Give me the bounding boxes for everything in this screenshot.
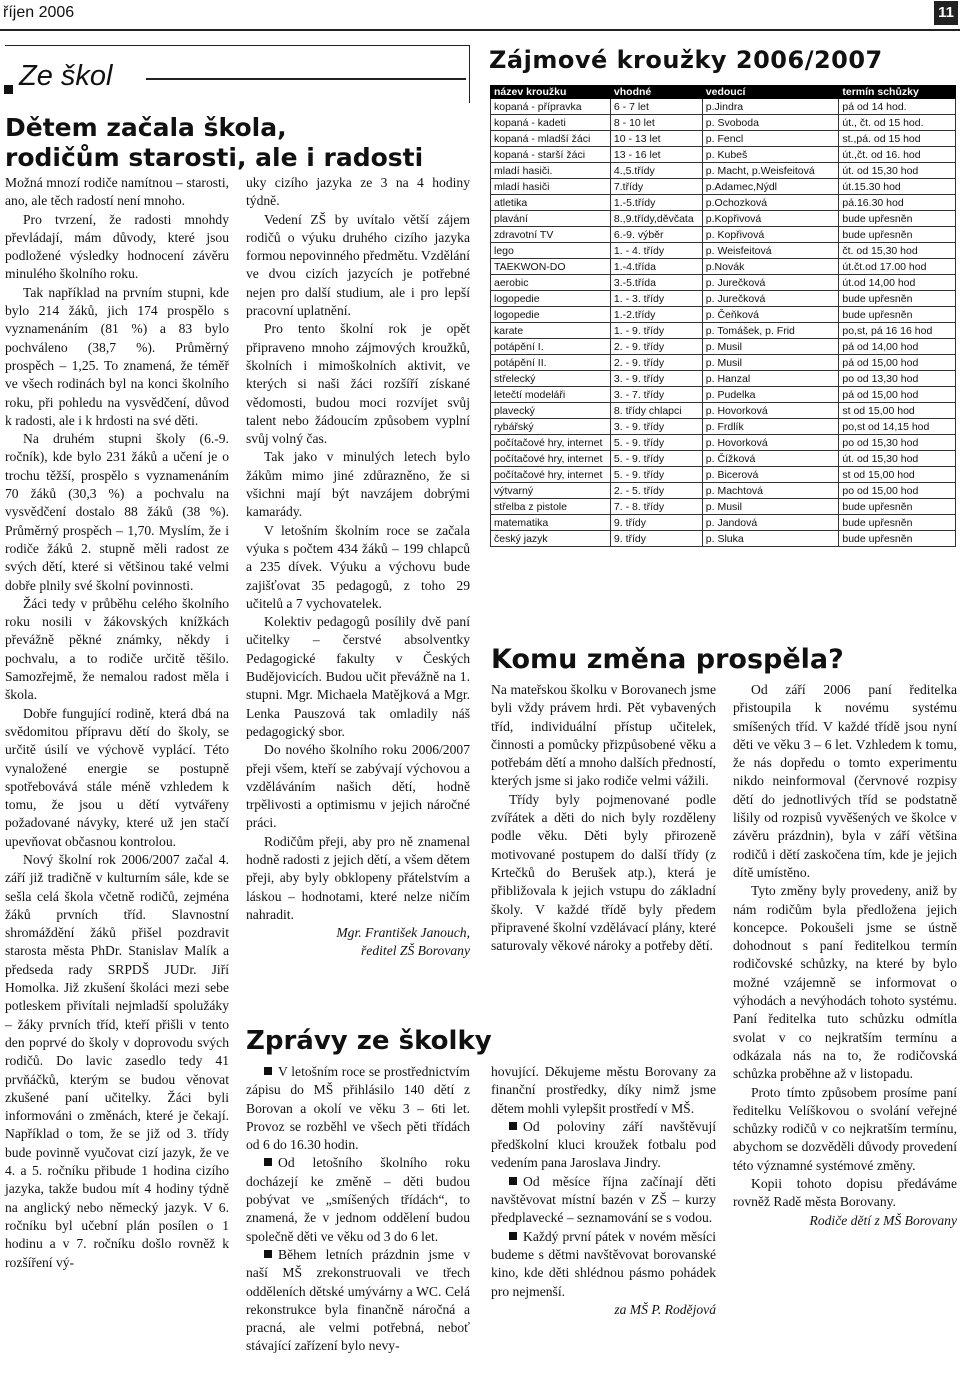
table-cell: p. Sluka bbox=[702, 531, 839, 547]
table-row bbox=[491, 531, 956, 547]
table-cell: 7.třídy bbox=[610, 179, 702, 195]
column-header: název kroužku bbox=[491, 86, 611, 99]
table-cell: p. Frdlík bbox=[702, 419, 839, 435]
paragraph: Žáci tedy v průběhu celého školního roku nosili v žákovských knížkách převážně pěkné známky, někdy i pochvalu, a to rodiče určitě těšilo. Samozřejmě, že nemalou radost měla i škola. bbox=[5, 595, 229, 703]
table-cell: p. Pudelka bbox=[702, 387, 839, 403]
table-cell: rybářský bbox=[491, 419, 611, 435]
paragraph: Proto tímto způsobem prosíme paní ředitelku Velíškovou o svolání veřejné schůzky rodičů v co nejkratším termínu, abychom se dozvěděli důvody provedení této významné systémové změny. bbox=[733, 1084, 957, 1173]
paragraph: Na mateřskou školku v Borovanech jsme byli vždy právem hrdi. Pět vybavených tříd, individuální přístup učitelek, činnosti a pomůcky přizpůsobené věku a potřebám dětí a mnoho dalších předností, kterých jsme si jako rodiče velmi vážili. bbox=[491, 682, 717, 789]
table-cell: potápění I. bbox=[491, 339, 611, 355]
article2-headline: Komu změna prospěla? bbox=[491, 644, 844, 675]
table-cell: 3.-5.třída bbox=[610, 275, 702, 291]
table-cell: út. od 15,30 hod bbox=[839, 451, 956, 467]
issue-date: říjen 2006 bbox=[3, 4, 75, 21]
bullet-text: Během letních prázdnin jsme v naší MŠ zrekonstruovali ve třech odděleních dětské umývárny a WC. Celá rekonstrukce byla finančně náročná a pracná, ale velmi potřebná, neboť stávající zařízení bylo nevy- bbox=[246, 1246, 470, 1354]
paragraph: Pro tento školní rok je opět připraveno mnoho zájmových kroužků, školních i mimoškolních aktivit, ve kterých si naši žáci rozšíří získané vědomosti, budou moci rozvíjet svůj talent nebo žádoucím způsobem vyplní svůj volný čas. bbox=[246, 321, 470, 447]
paragraph: Do nového školního roku 2006/2007 přeji všem, kteří se zabývají výchovou a vzděláváním našich dětí, hodně trpělivosti a optimismu v jejich náročné práci. bbox=[246, 742, 470, 831]
table-cell: bude upřesněn bbox=[839, 227, 956, 243]
table-cell: pá od 14 hod. bbox=[839, 99, 956, 115]
table-cell: p. Fencl bbox=[702, 131, 839, 147]
bullet-item bbox=[246, 1063, 470, 1154]
paragraph: hovující. Děkujeme městu Borovany za finanční prostředky, díky nimž jsme dětem mohli vylepšit prostředí v MŠ. bbox=[491, 1064, 716, 1116]
table-row bbox=[491, 163, 956, 179]
table-cell: 8.,9.třídy,děvčata bbox=[610, 211, 702, 227]
paragraph: V letošním školním roce se začala výuka s počtem 434 žáků – 199 chlapců a 235 dívek. Výuku a výchovu bude zajišťovat 35 pedagogů, z toho 29 učitelů a 7 vychovatelek. bbox=[246, 522, 470, 611]
table-row bbox=[491, 227, 956, 243]
table-row bbox=[491, 147, 956, 163]
table-row bbox=[491, 291, 956, 307]
table-cell: kopaná - kadeti bbox=[491, 115, 611, 131]
table-cell: st od 15,00 hod bbox=[839, 467, 956, 483]
article1-column-2 bbox=[246, 174, 470, 961]
table-cell: p.Kopřivová bbox=[702, 211, 839, 227]
table-cell: p. Macht, p.Weisfeitová bbox=[702, 163, 839, 179]
article1-headline-line1: Dětem začala škola, bbox=[5, 113, 287, 142]
table-cell: 9. třídy bbox=[610, 515, 702, 531]
bullet-text: Od měsíce října začínají děti navštěvovat místní bazén v ZŠ – kurzy předplavecké – seznamování se s vodou. bbox=[491, 1173, 716, 1226]
table-cell: p.Jindra bbox=[702, 99, 839, 115]
table-cell: út. od 15,30 hod bbox=[839, 163, 956, 179]
table-row bbox=[491, 307, 956, 323]
bullet-text: Každý první pátek v novém měsíci budeme s dětmi navštěvovat borovanské kino, kde děti shlédnou pásmo pohádek pro nejmenší. bbox=[491, 1228, 716, 1299]
bullet-square-icon bbox=[509, 1177, 517, 1185]
table-cell: 6 - 7 let bbox=[610, 99, 702, 115]
table-cell: 1.-5.třídy bbox=[610, 195, 702, 211]
bullet-text: Od poloviny září navštěvují předškolní kluci kroužek fotbalu pod vedením pana Jaroslava Jindry. bbox=[491, 1118, 716, 1171]
table-row bbox=[491, 371, 956, 387]
bullet-text: Od letošního školního roku docházejí ke změně – děti budou pobývat ve „smíšených třídách“, to znamená, že v jednom oddělení budou společně děti ve věku od 3 do 6 let. bbox=[246, 1155, 470, 1244]
paragraph: Tyto změny byly provedeny, aniž by nám rodičům byla předložena jejich koncepce. Pokoušeli jsme se ústně dohodnout s paní ředitelkou termín rodičovské schůzky, na které by bylo možné vzájemně se informovat o výhodách a nevýhodách tohoto systému. Paní ředitelka tuto schůzku odmítla svolat v co nejkratším termínu a odkázala nás na to, že rodičovská schůzka proběhne až v listopadu. bbox=[733, 883, 957, 1082]
article1-column-1 bbox=[5, 174, 229, 1272]
table-cell: kopaná - mladší žáci bbox=[491, 131, 611, 147]
paragraph: Třídy byly pojmenované podle zvířátek a děti do nich byly rozděleny podle věku. Děti byly přirozeně motivované postupem do další třídy (z Krtečků do Berušek atp.), která je přibližovala k jejich vstupu do základní školy. V každé třídě byly předem připravené školní vzdělávací plány, které saturovaly věkové nároky a potřeby dětí. bbox=[491, 791, 716, 954]
table-cell: mladí hasiči. bbox=[491, 163, 611, 179]
table-cell: 4.,5.třídy bbox=[610, 163, 702, 179]
table-cell: 1.-4.třída bbox=[610, 259, 702, 275]
article3-column-1 bbox=[246, 1063, 470, 1356]
table-cell: 1.-2.třídy bbox=[610, 307, 702, 323]
article2-column-2 bbox=[733, 681, 957, 1230]
table-cell: 8 - 10 let bbox=[610, 115, 702, 131]
table-cell: matematika bbox=[491, 515, 611, 531]
clubs-table-body bbox=[491, 99, 956, 547]
table-row bbox=[491, 195, 956, 211]
column-header: termín schůzky bbox=[839, 86, 956, 99]
table-cell: počítačové hry, internet bbox=[491, 435, 611, 451]
table-cell: pá od 15,00 hod bbox=[839, 355, 956, 371]
table-cell: bude upřesněn bbox=[839, 291, 956, 307]
table-cell: 2. - 5. třídy bbox=[610, 483, 702, 499]
table-cell: potápění II. bbox=[491, 355, 611, 371]
paragraph: Pro tvrzení, že radosti mnohdy převládají, mám důvody, které jsou podložené výsledky hodnocení závěru minulého školního roku. bbox=[5, 211, 229, 282]
table-cell: 7. - 8. třídy bbox=[610, 499, 702, 515]
table-cell: p. Musil bbox=[702, 339, 839, 355]
article3-signature: za MŠ P. Rodějová bbox=[614, 1301, 716, 1317]
header-rule bbox=[0, 29, 960, 31]
table-cell: bude upřesněn bbox=[839, 515, 956, 531]
table-cell: počítačové hry, internet bbox=[491, 451, 611, 467]
table-row bbox=[491, 403, 956, 419]
table-cell: plavání bbox=[491, 211, 611, 227]
table-row bbox=[491, 435, 956, 451]
table-cell: 3. - 7. třídy bbox=[610, 387, 702, 403]
table-cell: český jazyk bbox=[491, 531, 611, 547]
table-cell: st od 15,00 hod bbox=[839, 403, 956, 419]
table-cell: zdravotní TV bbox=[491, 227, 611, 243]
paragraph: Tak jako v minulých letech bylo žákům mimo jiné zdůrazněno, že si všichni mají být navzájem dobrými kamarády. bbox=[246, 449, 470, 520]
table-cell: p. Hovorková bbox=[702, 435, 839, 451]
table-row bbox=[491, 355, 956, 371]
article2-column-1 bbox=[491, 681, 716, 955]
table-row bbox=[491, 259, 956, 275]
table-cell: střelecký bbox=[491, 371, 611, 387]
table-cell: 1. - 4. třídy bbox=[610, 243, 702, 259]
article1-signature-role: ředitel ZŠ Borovany bbox=[361, 943, 470, 959]
table-row bbox=[491, 483, 956, 499]
bullet-square-icon bbox=[264, 1067, 272, 1075]
paragraph: Kopii tohoto dopisu předáváme rovněž Radě města Borovany. bbox=[733, 1176, 957, 1210]
table-cell: p. Jurečková bbox=[702, 291, 839, 307]
table-cell: p. Jurečková bbox=[702, 275, 839, 291]
table-cell: aerobic bbox=[491, 275, 611, 291]
column-header: vhodné bbox=[610, 86, 702, 99]
table-row bbox=[491, 339, 956, 355]
article1-headline-line2: rodičům starosti, ale i radosti bbox=[5, 143, 424, 172]
paragraph: Od září 2006 paní ředitelka přistoupila k novému systému smíšených tříd. V každé třídě jsou nyní děti ve věku 3 – 6 let. Vzhledem k tomu, že nás dopředu o tomto experimentu nikdo neinformoval (červnové rozpisy dětí do jednotlivých tříd se podstatně lišily od rozpisů vyvěšených ve školce v závěru prázdnin), byla v září většina rodičů i dětí zaskočena tím, kde je jejich dítě umístěno. bbox=[733, 682, 957, 880]
bullet-square-icon bbox=[509, 1232, 517, 1240]
table-cell: p. Svoboda bbox=[702, 115, 839, 131]
paragraph: Kolektiv pedagogů posílily dvě paní učitelky – čerstvé absolventky Pedagogické fakulty v Českých Budějovicích. Budou učit převážně na 1. stupni. Mgr. Michaela Matějková a Mgr. Lenka Pauszová tak omladily náš pedagogický sbor. bbox=[246, 614, 470, 739]
table-cell: 3. - 9. třídy bbox=[610, 371, 702, 387]
table-cell: čt. od 15,30 hod bbox=[839, 243, 956, 259]
table-cell: po,st od 14,15 hod bbox=[839, 419, 956, 435]
paragraph: Na druhém stupni školy (6.-9. ročník), kde bylo 231 žáků a učení je o trochu těžší, prospělo s vyznamenáním 70 žáků (30,3 %) a pochvalu na vysvědčení dostalo 88 žáků (38 %). Průměrný prospěch – 1,70. Myslím, že i rodiče žáků 2. stupně měli radost ze svých dětí, které si většinou také velmi dobře plnily své školní povinnosti. bbox=[5, 431, 229, 593]
table-cell: 13 - 16 let bbox=[610, 147, 702, 163]
table-cell: st.,pá. od 15 hod bbox=[839, 131, 956, 147]
clubs-table-header bbox=[491, 86, 956, 99]
table-cell: 1. - 9. třídy bbox=[610, 323, 702, 339]
table-cell: TAEKWON-DO bbox=[491, 259, 611, 275]
bullet-item bbox=[246, 1154, 470, 1245]
bullet-item bbox=[491, 1173, 716, 1228]
column-header: vedoucí bbox=[702, 86, 839, 99]
table-cell: p. Jandová bbox=[702, 515, 839, 531]
table-row bbox=[491, 131, 956, 147]
table-cell: p. Machtová bbox=[702, 483, 839, 499]
table-cell: 3. - 9. třídy bbox=[610, 419, 702, 435]
table-cell: plavecký bbox=[491, 403, 611, 419]
table-cell: po od 15,00 hod bbox=[839, 483, 956, 499]
table-row bbox=[491, 451, 956, 467]
table-cell: p.Novák bbox=[702, 259, 839, 275]
section-rule bbox=[146, 78, 466, 80]
table-cell: logopedie bbox=[491, 307, 611, 323]
table-cell: 5. - 9. třídy bbox=[610, 435, 702, 451]
table-row bbox=[491, 499, 956, 515]
table-row bbox=[491, 179, 956, 195]
table-row bbox=[491, 387, 956, 403]
table-cell: p. Weisfeitová bbox=[702, 243, 839, 259]
paragraph: uky cizího jazyka ze 3 na 4 hodiny týdně. bbox=[246, 175, 470, 209]
table-cell: po od 13,30 hod bbox=[839, 371, 956, 387]
bullet-item bbox=[491, 1118, 716, 1173]
table-cell: 5. - 9. třídy bbox=[610, 467, 702, 483]
table-row bbox=[491, 243, 956, 259]
bullet-item bbox=[246, 1246, 470, 1356]
table-cell: p. Hanzal bbox=[702, 371, 839, 387]
bullet-square-icon bbox=[264, 1250, 272, 1258]
table-cell: pá od 15,00 hod bbox=[839, 387, 956, 403]
table-cell: út.od 14,00 hod bbox=[839, 275, 956, 291]
table-row bbox=[491, 211, 956, 227]
table-cell: 8. třídy chlapci bbox=[610, 403, 702, 419]
page-number: 11 bbox=[934, 1, 958, 25]
table-cell: mladí hasiči bbox=[491, 179, 611, 195]
table-cell: 10 - 13 let bbox=[610, 131, 702, 147]
table-cell: kopaná - starší žáci bbox=[491, 147, 611, 163]
table-row bbox=[491, 515, 956, 531]
table-cell: bude upřesněn bbox=[839, 211, 956, 227]
table-cell: 6.-9. výběr bbox=[610, 227, 702, 243]
table-cell: bude upřesněn bbox=[839, 307, 956, 323]
table-cell: 2. - 9. třídy bbox=[610, 339, 702, 355]
table-cell: 1. - 3. třídy bbox=[610, 291, 702, 307]
article3-column-2 bbox=[491, 1063, 716, 1319]
table-cell: letečtí modeláři bbox=[491, 387, 611, 403]
section-title: Ze škol bbox=[19, 60, 113, 92]
table-cell: p. Tomášek, p. Frid bbox=[702, 323, 839, 339]
clubs-title: Zájmové kroužky 2006/2007 bbox=[489, 46, 883, 74]
table-cell: 5. - 9. třídy bbox=[610, 451, 702, 467]
table-cell: p. Bicerová bbox=[702, 467, 839, 483]
table-cell: po od 15,30 hod bbox=[839, 435, 956, 451]
table-cell: p. Čeňková bbox=[702, 307, 839, 323]
table-cell: po,st, pá 16 16 hod bbox=[839, 323, 956, 339]
table-cell: út.15.30 hod bbox=[839, 179, 956, 195]
paragraph: Vedení ZŠ by uvítalo větší zájem rodičů o výuku druhého cizího jazyka formou nepovinného předmětu. Vzdělání ve dvou cizích jazycích je potřebné nejen pro další studium, ale i pro lepší pracovní uplatnění. bbox=[246, 211, 470, 319]
clubs-table bbox=[490, 85, 956, 547]
paragraph: Možná mnozí rodiče namítnou – starosti, ano, ale těch radostí není mnoho. bbox=[5, 175, 229, 209]
table-row bbox=[491, 99, 956, 115]
article2-signature: Rodiče dětí z MŠ Borovany bbox=[809, 1212, 957, 1228]
bullet-text: V letošním roce se prostřednictvím zápisu do MŠ přihlásilo 140 dětí z Borovan a okolí ve věku 3 – 6ti let. Provoz se rozběhl ve všech pěti třídách od 6 do 16.30 hodin. bbox=[246, 1064, 470, 1153]
table-cell: kopaná - přípravka bbox=[491, 99, 611, 115]
table-cell: út.,čt. od 16. hod bbox=[839, 147, 956, 163]
bullet-item bbox=[491, 1228, 716, 1301]
table-cell: počítačové hry, internet bbox=[491, 467, 611, 483]
article1-signature-name: Mgr. František Janouch, bbox=[336, 925, 470, 941]
table-cell: út.čt.od 17.00 hod bbox=[839, 259, 956, 275]
table-row bbox=[491, 275, 956, 291]
table-cell: výtvarný bbox=[491, 483, 611, 499]
table-cell: út., čt. od 15 hod. bbox=[839, 115, 956, 131]
table-cell: lego bbox=[491, 243, 611, 259]
article1-headline bbox=[5, 113, 423, 173]
table-row bbox=[491, 115, 956, 131]
article3-headline: Zprávy ze školky bbox=[246, 1026, 492, 1056]
table-cell: p. Hovorková bbox=[702, 403, 839, 419]
table-cell: bude upřesněn bbox=[839, 531, 956, 547]
section-bullet bbox=[4, 85, 13, 94]
table-cell: 2. - 9. třídy bbox=[610, 355, 702, 371]
table-cell: p.Adamec,Nýdl bbox=[702, 179, 839, 195]
table-cell: střelba z pistole bbox=[491, 499, 611, 515]
table-cell: pá.16.30 hod bbox=[839, 195, 956, 211]
bullet-square-icon bbox=[509, 1122, 517, 1130]
paragraph: Tak například na prvním stupni, kde bylo 214 žáků, jich 174 prospělo s vyznamenáním (81 %) a 83 bylo pochváleno (38,7 %). Průměrný prospěch – 1,25. To znamená, že téměř ve všech rodinách byl na konci školního roku, při pohledu na vysvědčení, důvod k radosti, ale i k hrdosti na své děti. bbox=[5, 284, 229, 428]
bullet-square-icon bbox=[264, 1158, 272, 1166]
table-cell: p. Kopřivová bbox=[702, 227, 839, 243]
table-row bbox=[491, 323, 956, 339]
table-cell: p. Musil bbox=[702, 355, 839, 371]
table-cell: p.Ochozková bbox=[702, 195, 839, 211]
paragraph: Rodičům přeji, aby pro ně znamenal hodně radosti z jejich dětí, a všem dětem přeji, aby byly obklopeny přátelstvím a láskou – hodnotami, které nelze ničím nahradit. bbox=[246, 833, 470, 922]
table-cell: p. Musil bbox=[702, 499, 839, 515]
table-cell: p. Čížková bbox=[702, 451, 839, 467]
table-cell: 9. třídy bbox=[610, 531, 702, 547]
table-cell: karate bbox=[491, 323, 611, 339]
table-cell: bude upřesněn bbox=[839, 499, 956, 515]
table-cell: pá od 14,00 hod bbox=[839, 339, 956, 355]
table-row bbox=[491, 467, 956, 483]
table-cell: atletika bbox=[491, 195, 611, 211]
paragraph: Nový školní rok 2006/2007 začal 4. září již tradičně v kulturním sále, kde se sešla celá škola včetně rodičů, zejména žáků prvních tříd. Slavnostní shromáždění žáků přišel pozdravit starosta města PhDr. Stanislav Malík a předseda rady SRPDŠ JUDr. Jiří Homolka. Již zkušení školáci mezi sebe potleskem přivítali nejmladší spolužáky – žáky prvních tříd, kteří přišli v tento den poprvé do školy v doprovodu svých rodičů. Do lavic zasedlo tedy 41 prvňáčků, kterým se budou věnovat zkušené paní učitelky. Žáci byli informováni o změnách, které je čekají. Například o tom, že se již od 3. třídy bude povinně vyučovat cizí jazyk, že ve 4. a 5. ročníku přibude 1 hodina cizího jazyka, takže budou mít 4 hodiny týdně na anglický nebo německý jazyk. V 6. ročníku byl učební plán posílen o 1 hodinu a v 7. ročníku došlo rovněž k rozšíření vý- bbox=[5, 851, 229, 1270]
paragraph: Dobře fungující rodině, která dbá na svědomitou přípravu dětí do školy, se určitě úsilí ve výchově vyplácí. Této vynaložené energie se postupně spotřebovává stále méně vzhledem k tomu, že jsou u dětí vytvářeny požadované návyky, které už jen stačí upevňovat občasnou kontrolou. bbox=[5, 705, 229, 849]
table-cell: logopedie bbox=[491, 291, 611, 307]
table-row bbox=[491, 419, 956, 435]
table-cell: p. Kubeš bbox=[702, 147, 839, 163]
